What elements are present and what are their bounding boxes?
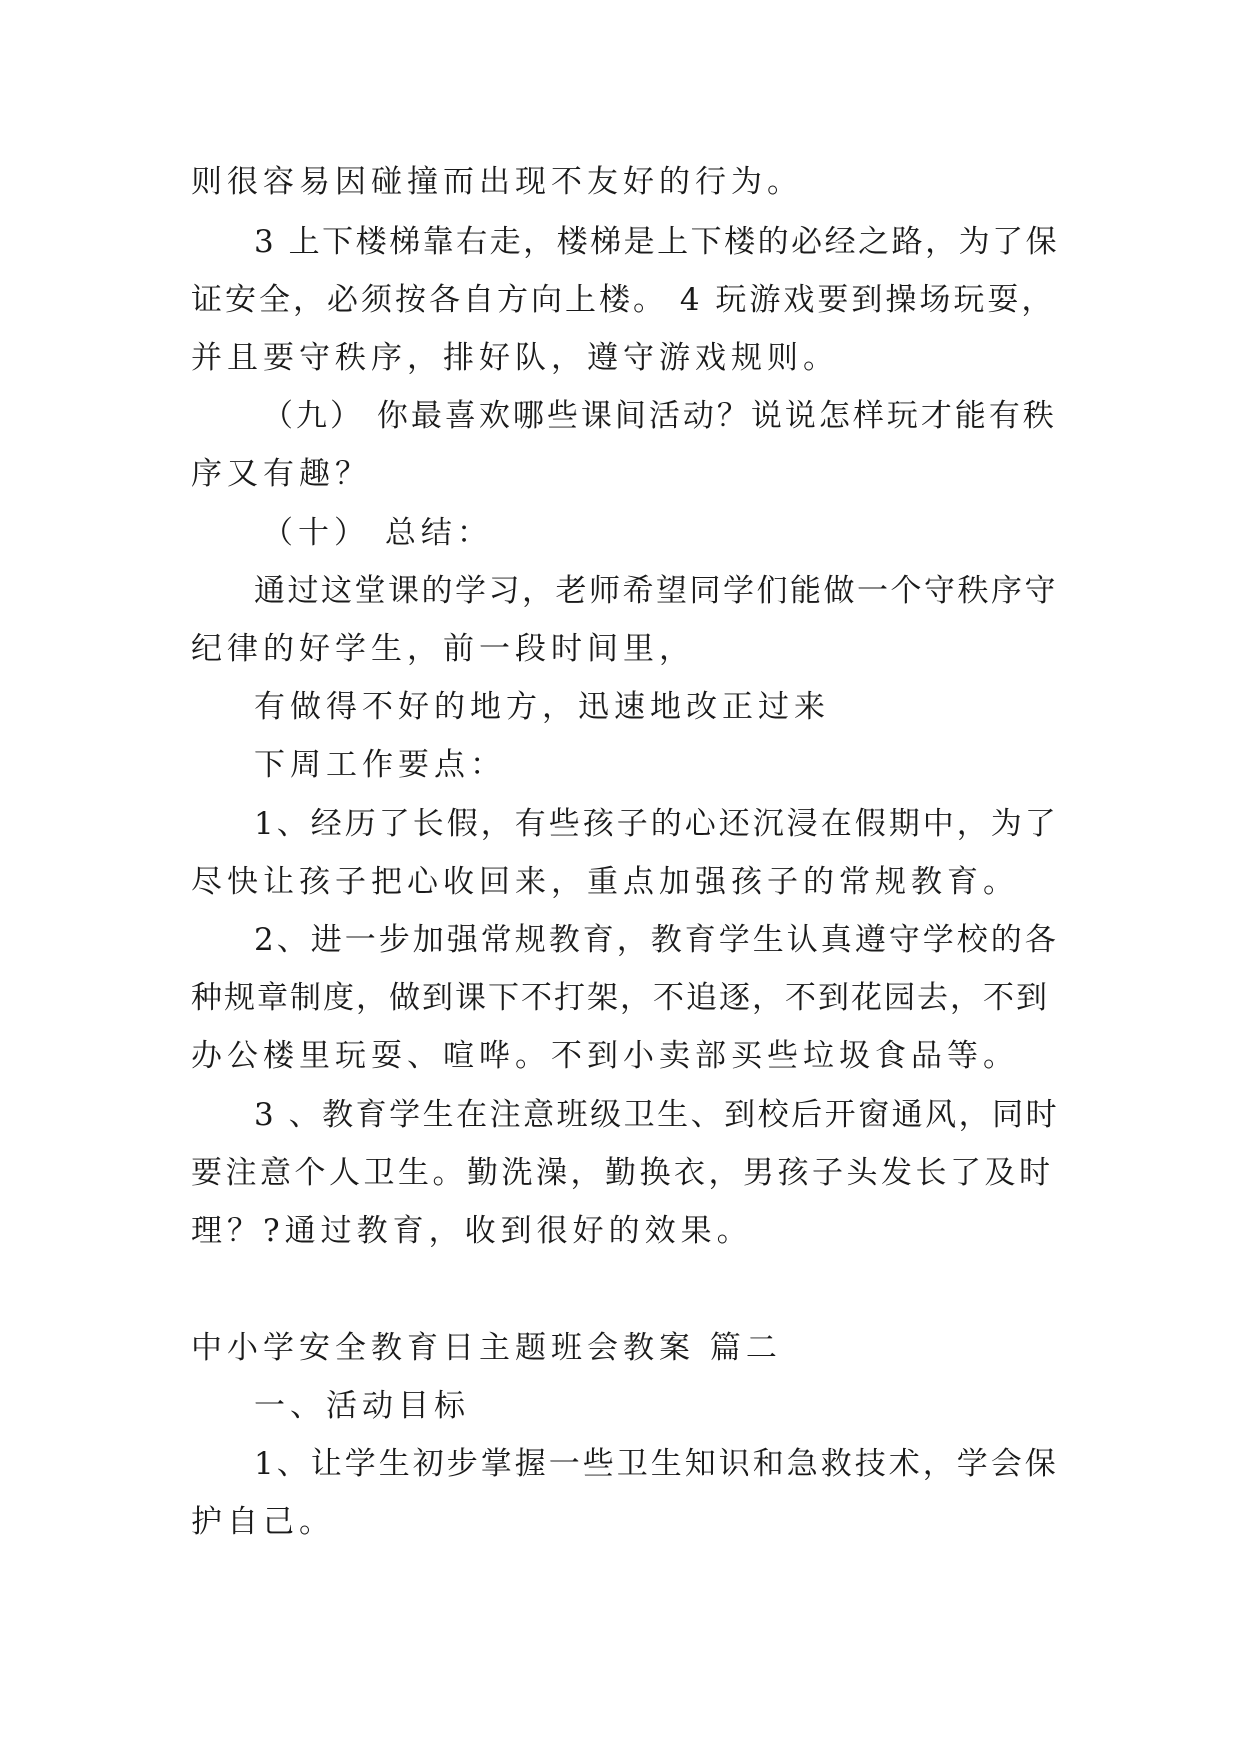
text-line-5: （九） 你最喜欢哪些课间活动？说说怎样玩才能有秩: [262, 398, 1057, 434]
text-line-13: 尽快让孩子把心收回来，重点加强孩子的常规教育。: [191, 864, 1019, 900]
text-line-10: 有做得不好的地方，迅速地改正过来: [254, 689, 830, 725]
text-line-18: 要注意个人卫生。勤洗澡，勤换衣，男孩子头发长了及时: [191, 1155, 1054, 1191]
text-line-3: 证安全，必须按各自方向上楼。 4 玩游戏要到操场玩耍，: [191, 282, 1056, 318]
text-line-14: 2、进一步加强常规教育，教育学生认真遵守学校的各: [254, 922, 1059, 958]
text-line-15: 种规章制度，做到课下不打架，不追逐，不到花园去，不到: [191, 980, 1049, 1016]
text-line-23: 护自己。: [191, 1504, 335, 1540]
text-line-22: 1、让学生初步掌握一些卫生知识和急救技术，学会保: [254, 1446, 1059, 1482]
text-line-17: 3 、教育学生在注意班级卫生、到校后开窗通风，同时: [254, 1097, 1060, 1133]
text-line-16: 办公楼里玩耍、喧哗。不到小卖部买些垃圾食品等。: [191, 1038, 1019, 1074]
section-heading: 中小学安全教育日主题班会教案 篇二: [191, 1330, 782, 1366]
text-line-8: 通过这堂课的学习，老师希望同学们能做一个守秩序守: [254, 573, 1058, 609]
text-line-21: 一、活动目标: [254, 1388, 470, 1424]
text-line-9: 纪律的好学生，前一段时间里，: [191, 631, 695, 667]
text-line-4: 并且要守秩序，排好队，遵守游戏规则。: [191, 340, 839, 376]
text-line-11: 下周工作要点：: [254, 747, 506, 783]
text-line-2: 3 上下楼梯靠右走，楼梯是上下楼的必经之路，为了保: [254, 224, 1060, 260]
text-line-1: 则很容易因碰撞而出现不友好的行为。: [191, 164, 803, 200]
text-line-6: 序又有趣？: [191, 456, 371, 492]
text-line-12: 1、经历了长假，有些孩子的心还沉浸在假期中，为了: [254, 806, 1059, 842]
text-line-7: （十） 总结：: [262, 515, 493, 551]
text-line-19: 理？?通过教育，收到很好的效果。: [191, 1213, 753, 1249]
